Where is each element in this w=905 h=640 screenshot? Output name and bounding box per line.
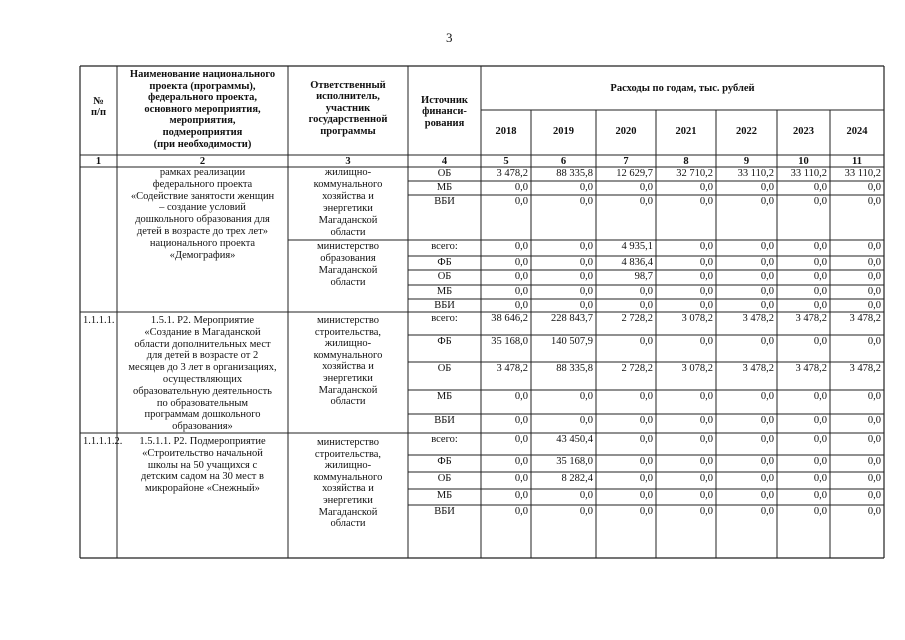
block3-value: 0,0 — [760, 456, 774, 467]
column-number: 3 — [345, 155, 351, 167]
column-number: 11 — [852, 155, 862, 167]
block2-value: 0,0 — [760, 391, 774, 402]
header-responsible: программы — [320, 125, 376, 137]
block3-value: 0,0 — [639, 506, 653, 517]
block3-value: 0,0 — [514, 456, 528, 467]
block1b-value: 0,0 — [514, 241, 528, 252]
block2-name: для детей в возрасте от 2 — [146, 350, 259, 362]
block1-responsible-b: образования — [320, 253, 376, 264]
block1b-value: 0,0 — [514, 257, 528, 268]
block1a-value: 0,0 — [579, 196, 593, 207]
block3-value: 0,0 — [813, 506, 827, 517]
block1b-value: 0,0 — [639, 286, 653, 297]
block2-value: 0,0 — [699, 415, 713, 426]
block2-value: 0,0 — [813, 415, 827, 426]
block1a-value: 0,0 — [760, 196, 774, 207]
block1a-value: 0,0 — [639, 182, 653, 193]
block2-value: 0,0 — [867, 336, 881, 347]
block1b-value: 0,0 — [760, 257, 774, 268]
block3-value: 0,0 — [867, 506, 881, 517]
block1-responsible-a: коммунального — [313, 179, 383, 190]
block3-responsible: коммунального — [313, 471, 383, 483]
block3-source: ВБИ — [434, 506, 455, 517]
block3-source: МБ — [436, 490, 453, 501]
column-number: 2 — [199, 155, 206, 167]
block2-name: образования» — [172, 421, 233, 433]
block3-source: всего: — [431, 434, 458, 445]
block3-value: 0,0 — [867, 456, 881, 467]
block1b-source: ФБ — [437, 257, 452, 268]
page-number: 3 — [446, 30, 453, 45]
block1b-source: ОБ — [437, 271, 452, 282]
header-responsible: исполнитель, — [316, 91, 380, 103]
block2-value: 0,0 — [514, 415, 528, 426]
block1-responsible-b: области — [330, 277, 366, 288]
block3-responsible: жилищно- — [324, 460, 372, 472]
block3-responsible: строительства, — [314, 448, 382, 460]
header-year-2020: 2020 — [615, 126, 637, 137]
block1a-value: 0,0 — [514, 182, 528, 193]
header-name: (при необходимости) — [153, 138, 252, 150]
block3-value: 0,0 — [699, 473, 713, 484]
block1b-source: МБ — [436, 286, 453, 297]
block1b-value: 0,0 — [760, 271, 774, 282]
block1a-source: ОБ — [437, 168, 452, 179]
header-num: № — [93, 96, 104, 107]
block1-responsible-b: Магаданской — [318, 265, 378, 276]
block3-value: 0,0 — [813, 434, 827, 445]
block3-value: 0,0 — [579, 506, 593, 517]
block2-source: всего: — [431, 313, 458, 324]
block3-value: 0,0 — [639, 490, 653, 501]
block2-name: программам дошкольного — [144, 409, 261, 421]
block1b-value: 0,0 — [867, 300, 881, 311]
block1-name: национального проекта — [149, 237, 256, 249]
header-name: федерального проекта, — [147, 92, 258, 104]
header-name: Наименование национального — [129, 69, 276, 80]
block2-value: 0,0 — [579, 391, 593, 402]
block1b-value: 0,0 — [813, 300, 827, 311]
block1b-value: 0,0 — [579, 286, 593, 297]
block3-value: 0,0 — [699, 490, 713, 501]
block1-responsible-a: жилищно- — [324, 167, 372, 178]
block2-value: 3 478,2 — [742, 363, 774, 374]
column-number: 4 — [441, 155, 448, 167]
block2-value: 0,0 — [813, 391, 827, 402]
block1b-value: 0,0 — [514, 286, 528, 297]
block1b-value: 0,0 — [760, 286, 774, 297]
block2-value: 3 478,2 — [795, 313, 827, 324]
header-year-2022: 2022 — [736, 126, 757, 137]
block2-value: 2 728,2 — [621, 313, 653, 324]
header-name: проекта (программы), — [149, 80, 256, 92]
block3-value: 0,0 — [579, 490, 593, 501]
block2-name: области дополнительных мест — [134, 338, 271, 350]
block1b-value: 0,0 — [579, 241, 593, 252]
block2-source: ВБИ — [434, 415, 455, 426]
header-responsible: Ответственный — [310, 80, 386, 91]
block1b-value: 0,0 — [699, 286, 713, 297]
block3-value: 0,0 — [867, 473, 881, 484]
header-name: подмероприятия — [162, 127, 243, 138]
block2-responsible: хозяйства и — [322, 361, 374, 373]
block2-responsible: министерство — [316, 315, 380, 326]
block2-value: 88 335,8 — [556, 363, 593, 374]
block1a-value: 0,0 — [760, 182, 774, 193]
block2-name: осуществляющих — [162, 374, 243, 385]
block2-responsible: Магаданской — [318, 384, 378, 396]
block3-value: 0,0 — [699, 434, 713, 445]
block3-value: 0,0 — [514, 506, 528, 517]
block1b-value: 4 935,1 — [621, 241, 653, 252]
block3-source: ФБ — [437, 456, 452, 467]
block2-value: 140 507,9 — [551, 336, 593, 347]
block1b-value: 4 836,4 — [621, 257, 653, 268]
block3-value: 0,0 — [639, 434, 653, 445]
header-responsible: участник — [325, 102, 371, 114]
block2-value: 228 843,7 — [551, 313, 593, 324]
block1b-value: 0,0 — [699, 300, 713, 311]
block1b-value: 0,0 — [867, 286, 881, 297]
block2-value: 0,0 — [760, 415, 774, 426]
block1b-value: 0,0 — [699, 257, 713, 268]
header-responsible: государственной — [308, 114, 388, 126]
block2-value: 38 646,2 — [491, 313, 528, 324]
block2-value: 0,0 — [579, 415, 593, 426]
block3-value: 0,0 — [760, 473, 774, 484]
block1-name: – создание условий — [159, 202, 246, 214]
block3-value: 0,0 — [813, 473, 827, 484]
block3-value: 35 168,0 — [556, 456, 593, 467]
block3-source: ОБ — [437, 473, 452, 484]
block1b-value: 0,0 — [699, 241, 713, 252]
header-year-2023: 2023 — [793, 126, 814, 137]
block2-value: 0,0 — [699, 391, 713, 402]
header-source: финанси- — [422, 106, 467, 118]
block1-name: рамках реализации — [159, 167, 246, 178]
block1b-source: всего: — [431, 241, 458, 252]
block2-value: 0,0 — [639, 391, 653, 402]
block1b-value: 0,0 — [760, 300, 774, 311]
block1b-value: 0,0 — [579, 257, 593, 268]
column-number: 7 — [623, 155, 629, 167]
block2-value: 3 478,2 — [742, 313, 774, 324]
block1-name: дошкольного образования для — [135, 214, 270, 226]
block3-value: 0,0 — [514, 473, 528, 484]
block2-value: 0,0 — [760, 336, 774, 347]
block1-name: детей в возрасте до трех лет» — [136, 226, 269, 237]
block1b-value: 0,0 — [867, 271, 881, 282]
block1-responsible-a: Магаданской — [318, 215, 378, 226]
block2-name: по образовательным — [156, 397, 249, 409]
block2-value: 0,0 — [639, 336, 653, 347]
block3-value: 0,0 — [760, 434, 774, 445]
block1b-value: 98,7 — [634, 271, 653, 282]
block2-name: 1.5.1. Р2. Мероприятие — [150, 315, 255, 326]
block3-value: 0,0 — [514, 434, 528, 445]
block2-value: 0,0 — [813, 336, 827, 347]
block1a-value: 0,0 — [639, 196, 653, 207]
block1a-value: 3 478,2 — [496, 168, 528, 179]
block3-name: школы на 50 учащихся с — [147, 459, 258, 471]
block1b-value: 0,0 — [639, 300, 653, 311]
block1a-value: 33 110,2 — [844, 168, 881, 179]
block3-value: 0,0 — [699, 506, 713, 517]
header-year-2021: 2021 — [675, 126, 697, 137]
block1a-value: 0,0 — [867, 182, 881, 193]
block1a-value: 0,0 — [867, 196, 881, 207]
block2-name: образовательную деятельность — [133, 385, 272, 397]
header-source: рования — [424, 117, 465, 129]
block1b-value: 0,0 — [579, 300, 593, 311]
block1b-value: 0,0 — [867, 257, 881, 268]
block2-value: 0,0 — [639, 415, 653, 426]
block1b-value: 0,0 — [760, 241, 774, 252]
header-year-2019: 2019 — [553, 126, 574, 137]
header-num: п/п — [90, 107, 107, 118]
block3-value: 0,0 — [760, 490, 774, 501]
column-number: 8 — [683, 155, 689, 167]
block1-responsible-a: области — [330, 227, 366, 238]
block1b-value: 0,0 — [579, 271, 593, 282]
block2-value: 3 478,2 — [849, 313, 881, 324]
block3-value: 43 450,4 — [556, 434, 593, 445]
column-number: 1 — [95, 155, 102, 167]
block2-value: 3 078,2 — [681, 313, 713, 324]
block2-responsible: области — [330, 396, 366, 408]
block2-value: 3 478,2 — [849, 363, 881, 374]
header-year-2024: 2024 — [846, 126, 868, 137]
block3-value: 0,0 — [867, 490, 881, 501]
block1a-value: 0,0 — [699, 196, 713, 207]
block3-responsible: области — [330, 518, 366, 530]
block1b-value: 0,0 — [813, 286, 827, 297]
column-number: 10 — [798, 155, 809, 167]
block3-name: 1.5.1.1. Р2. Подмероприятие — [139, 436, 266, 447]
block1-responsible-b: министерство — [316, 241, 380, 252]
block2-value: 3 478,2 — [795, 363, 827, 374]
block3-value: 0,0 — [639, 456, 653, 467]
block3-value: 0,0 — [813, 456, 827, 467]
block2-value: 35 168,0 — [491, 336, 528, 347]
column-number: 6 — [560, 155, 567, 167]
block1-name: «Демография» — [169, 249, 236, 261]
block2-name: «Создание в Магаданской — [144, 326, 261, 338]
block2-number: 1.1.1.1. — [83, 315, 115, 326]
block2-name: месяцев до 3 лет в организациях, — [128, 362, 277, 374]
block3-responsible: министерство — [316, 437, 380, 448]
block1a-value: 33 110,2 — [737, 168, 774, 179]
block1-responsible-a: хозяйства и — [322, 191, 374, 202]
block2-value: 0,0 — [699, 336, 713, 347]
block1b-value: 0,0 — [813, 241, 827, 252]
block2-value: 2 728,2 — [621, 363, 653, 374]
block2-responsible: коммунального — [313, 349, 383, 361]
block2-value: 0,0 — [867, 391, 881, 402]
block3-responsible: энергетики — [323, 495, 373, 506]
block2-source: ФБ — [437, 336, 452, 347]
block3-responsible: хозяйства и — [322, 483, 374, 495]
block1b-value: 0,0 — [813, 271, 827, 282]
block1a-value: 0,0 — [699, 182, 713, 193]
block3-value: 0,0 — [867, 434, 881, 445]
block2-value: 0,0 — [867, 415, 881, 426]
block3-value: 0,0 — [760, 506, 774, 517]
block3-value: 0,0 — [813, 490, 827, 501]
header-name: мероприятия, — [169, 115, 236, 127]
header-source: Источник — [421, 95, 468, 106]
block1-responsible-a: энергетики — [323, 203, 373, 214]
block1a-value: 0,0 — [514, 196, 528, 207]
block1a-source: МБ — [436, 182, 453, 193]
block3-name: микрорайоне «Снежный» — [145, 483, 260, 495]
block3-name: «Строительство начальной — [142, 447, 263, 459]
header-name: основного мероприятия, — [144, 103, 261, 115]
block1a-value: 32 710,2 — [676, 168, 713, 179]
block2-source: МБ — [436, 391, 453, 402]
block2-value: 3 478,2 — [496, 363, 528, 374]
column-number: 5 — [503, 155, 509, 167]
block1-name: «Содействие занятости женщин — [130, 190, 275, 202]
block3-value: 0,0 — [514, 490, 528, 501]
block1b-source: ВБИ — [434, 300, 455, 311]
block3-number: 1.1.1.1.2. — [83, 436, 123, 447]
column-number: 9 — [743, 155, 750, 167]
block1b-value: 0,0 — [867, 241, 881, 252]
block3-value: 0,0 — [639, 473, 653, 484]
block1a-value: 12 629,7 — [616, 168, 653, 179]
block1b-value: 0,0 — [514, 271, 528, 282]
block3-name: детским садом на 30 мест в — [141, 471, 264, 483]
header-year-2018: 2018 — [495, 126, 517, 137]
block2-responsible: энергетики — [323, 373, 373, 384]
block2-responsible: строительства, — [314, 326, 382, 338]
block1b-value: 0,0 — [699, 271, 713, 282]
header-expenses-title: Расходы по годам, тыс. рублей — [610, 83, 755, 94]
block3-value: 0,0 — [699, 456, 713, 467]
block1a-value: 88 335,8 — [556, 168, 593, 179]
block1a-value: 0,0 — [813, 196, 827, 207]
block1-name: федерального проекта — [152, 178, 253, 190]
block1b-value: 0,0 — [813, 257, 827, 268]
block1a-value: 0,0 — [813, 182, 827, 193]
block2-responsible: жилищно- — [324, 338, 372, 350]
block1a-source: ВБИ — [434, 196, 455, 207]
block1b-value: 0,0 — [514, 300, 528, 311]
block3-responsible: Магаданской — [318, 506, 378, 518]
block2-value: 3 078,2 — [681, 363, 713, 374]
block1a-value: 33 110,2 — [790, 168, 827, 179]
block3-value: 8 282,4 — [561, 473, 593, 484]
block1a-value: 0,0 — [579, 182, 593, 193]
block2-value: 0,0 — [514, 391, 528, 402]
block2-source: ОБ — [437, 363, 452, 374]
